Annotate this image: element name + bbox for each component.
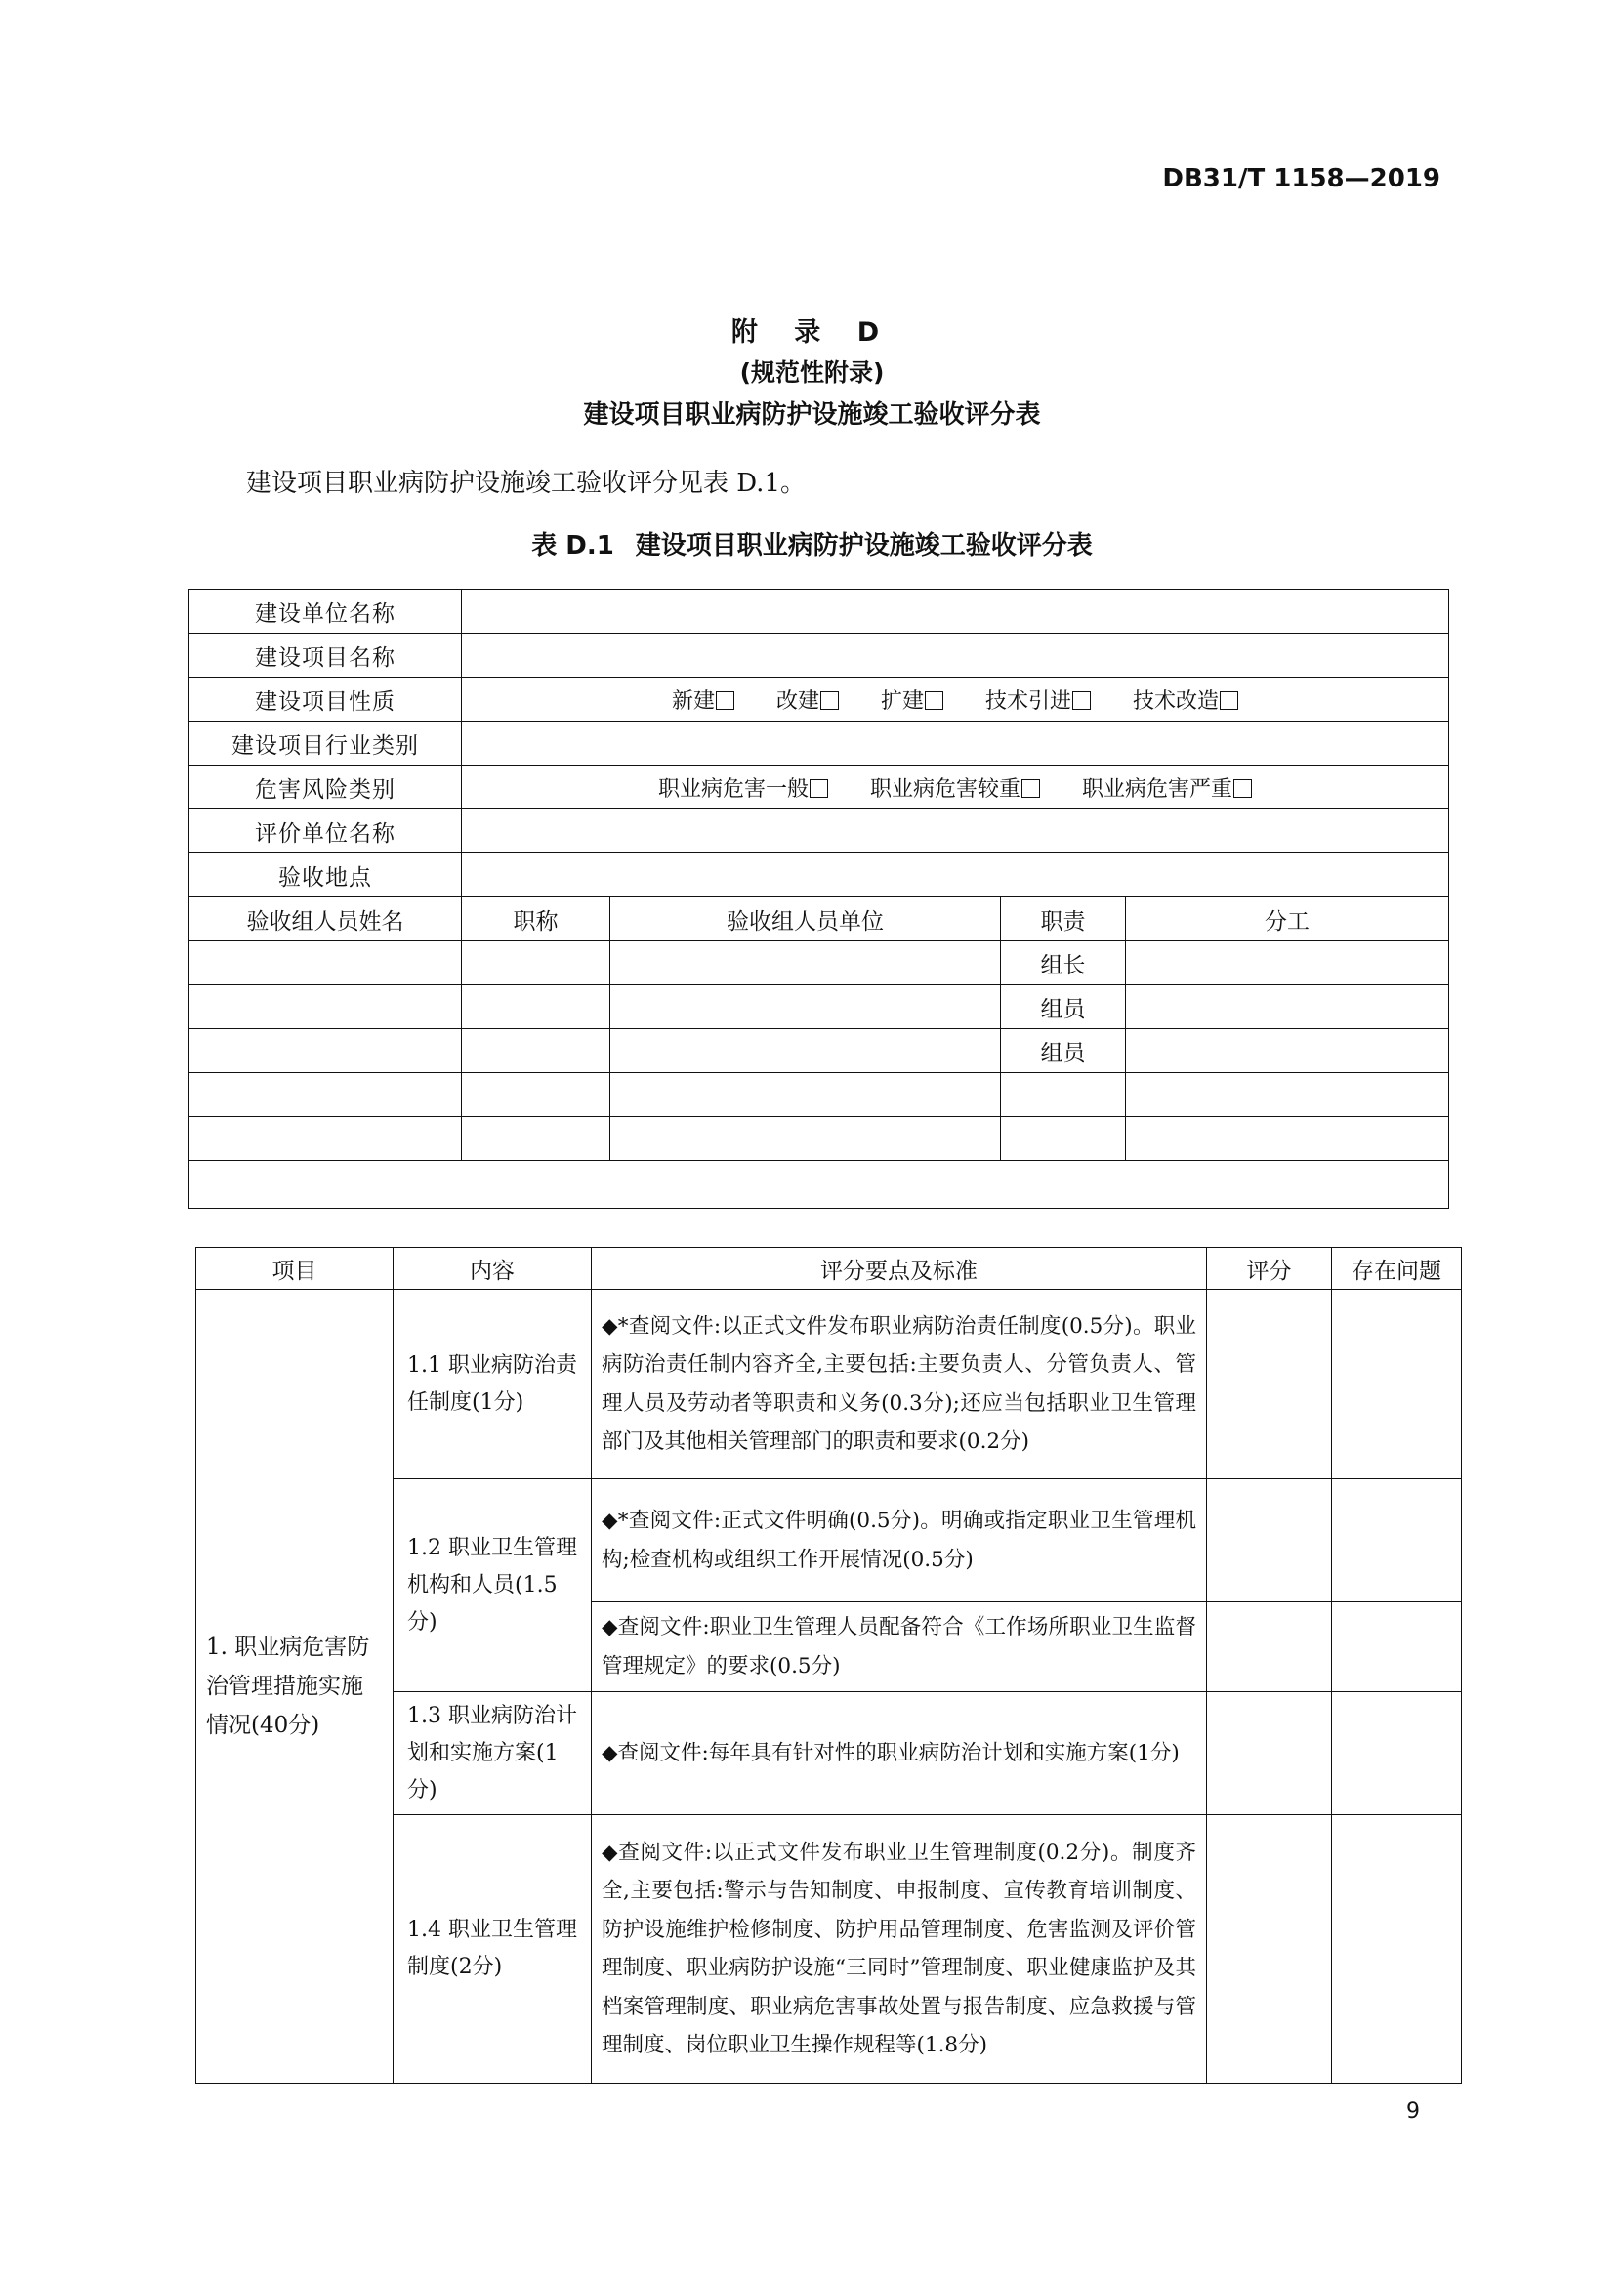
- member-row: [189, 1117, 1449, 1161]
- checkbox[interactable]: [1021, 779, 1040, 798]
- option-tech-upgrade[interactable]: 技术改造: [1133, 684, 1238, 715]
- option-risk-general[interactable]: 职业病危害一般: [658, 772, 828, 803]
- checkbox[interactable]: [1233, 779, 1252, 798]
- header-score: 评分: [1207, 1248, 1332, 1290]
- option-risk-severe[interactable]: 职业病危害严重: [1082, 772, 1252, 803]
- checkbox[interactable]: [716, 691, 734, 710]
- checkbox[interactable]: [810, 779, 828, 798]
- value-project-name[interactable]: [462, 634, 1449, 678]
- issue-cell[interactable]: [1332, 1290, 1462, 1479]
- value-place[interactable]: [462, 853, 1449, 897]
- score-cell[interactable]: [1207, 1290, 1332, 1479]
- checkbox[interactable]: [1220, 691, 1238, 710]
- info-table: [188, 589, 1449, 1209]
- intro-paragraph: 建设项目职业病防护设施竣工验收评分见表 D.1。: [246, 469, 806, 498]
- label-project-nature: 建设项目性质: [189, 678, 462, 722]
- table-number: 表 D.1: [531, 531, 614, 560]
- header-member-duty: 分工: [1126, 897, 1449, 941]
- checkbox[interactable]: [1072, 691, 1091, 710]
- member-row: [189, 941, 1449, 985]
- blank-row: [189, 1161, 1449, 1209]
- value-industry[interactable]: [462, 722, 1449, 766]
- nature-options: [462, 678, 1449, 722]
- header-issues: 存在问题: [1332, 1248, 1462, 1290]
- header-member-role: 职责: [1001, 897, 1126, 941]
- content-1-4: 1.4 职业卫生管理制度(2分): [394, 1815, 592, 2084]
- issue-cell[interactable]: [1332, 1602, 1462, 1692]
- header-member-name: 验收组人员姓名: [189, 897, 462, 941]
- appendix-title: 建设项目职业病防护设施竣工验收评分表: [583, 400, 1041, 430]
- member-row: [189, 1073, 1449, 1117]
- option-tech-import[interactable]: 技术引进: [985, 684, 1091, 715]
- label-project-name: 建设项目名称: [189, 634, 462, 678]
- checkbox[interactable]: [925, 691, 943, 710]
- criteria-1-1: ◆*查阅文件:以正式文件发布职业病防治责任制度(0.5分)。职业病防治责任制内容齐全,主要包括:主要负责人、分管负责人、管理人员及劳动者等职责和义务(0.3分);还应当包括职业卫生管理部门及其他相关管理部门的职责和要求(0.2分): [592, 1290, 1207, 1479]
- label-unit-name: 建设单位名称: [189, 590, 462, 634]
- appendix-type: (规范性附录): [739, 358, 885, 387]
- member-row: [189, 1029, 1449, 1073]
- standard-number: DB31/T 1158—2019: [1162, 164, 1440, 193]
- criteria-1-4: ◆查阅文件:以正式文件发布职业卫生管理制度(0.2分)。制度齐全,主要包括:警示与告知制度、申报制度、宣传教育培训制度、防护设施维护检修制度、防护用品管理制度、危害监测及评价管理制度、职业病防护设施“三同时”管理制度、职业健康监护及其档案管理制度、职业病危害事故处置与报告制度、应急救援与管理制度、岗位职业卫生操作规程等(1.8分): [592, 1815, 1207, 2084]
- score-table: [195, 1247, 1462, 2084]
- issue-cell[interactable]: [1332, 1692, 1462, 1815]
- option-new[interactable]: 新建: [672, 684, 734, 715]
- content-1-3: 1.3 职业病防治计划和实施方案(1分): [394, 1692, 592, 1815]
- criteria-1-2b: ◆查阅文件:职业卫生管理人员配备符合《工作场所职业卫生监督管理规定》的要求(0.5分): [592, 1602, 1207, 1692]
- header-item: 项目: [196, 1248, 394, 1290]
- score-cell[interactable]: [1207, 1602, 1332, 1692]
- role-member: 组员: [1001, 985, 1126, 1029]
- criteria-1-2a: ◆*查阅文件:正式文件明确(0.5分)。明确或指定职业卫生管理机构;检查机构或组织工作开展情况(0.5分): [592, 1479, 1207, 1602]
- score-cell[interactable]: [1207, 1692, 1332, 1815]
- label-eval-unit: 评价单位名称: [189, 809, 462, 853]
- label-risk: 危害风险类别: [189, 766, 462, 809]
- appendix-label: 附 录 D: [730, 317, 894, 348]
- content-1-2: 1.2 职业卫生管理机构和人员(1.5分): [394, 1479, 592, 1692]
- label-industry: 建设项目行业类别: [189, 722, 462, 766]
- role-leader: 组长: [1001, 941, 1126, 985]
- value-unit-name[interactable]: [462, 590, 1449, 634]
- member-row: [189, 985, 1449, 1029]
- option-rebuild[interactable]: 改建: [776, 684, 839, 715]
- header-member-title: 职称: [462, 897, 610, 941]
- header-content: 内容: [394, 1248, 592, 1290]
- risk-options: [462, 766, 1449, 809]
- table-caption: [0, 525, 1624, 561]
- option-risk-serious[interactable]: 职业病危害较重: [870, 772, 1040, 803]
- option-expand[interactable]: 扩建: [881, 684, 943, 715]
- issue-cell[interactable]: [1332, 1479, 1462, 1602]
- score-cell[interactable]: [1207, 1479, 1332, 1602]
- issue-cell[interactable]: [1332, 1815, 1462, 2084]
- header-criteria: 评分要点及标准: [592, 1248, 1207, 1290]
- score-cell[interactable]: [1207, 1815, 1332, 2084]
- page-number: 9: [1406, 2099, 1420, 2124]
- table-title: 建设项目职业病防护设施竣工验收评分表: [635, 531, 1093, 560]
- label-place: 验收地点: [189, 853, 462, 897]
- criteria-1-3: ◆查阅文件:每年具有针对性的职业病防治计划和实施方案(1分): [592, 1692, 1207, 1815]
- item-1: 1. 职业病危害防治管理措施实施情况(40分): [196, 1290, 394, 2084]
- content-1-1: 1.1 职业病防治责任制度(1分): [394, 1290, 592, 1479]
- value-eval-unit[interactable]: [462, 809, 1449, 853]
- checkbox[interactable]: [820, 691, 839, 710]
- role-member: 组员: [1001, 1029, 1126, 1073]
- header-member-unit: 验收组人员单位: [610, 897, 1001, 941]
